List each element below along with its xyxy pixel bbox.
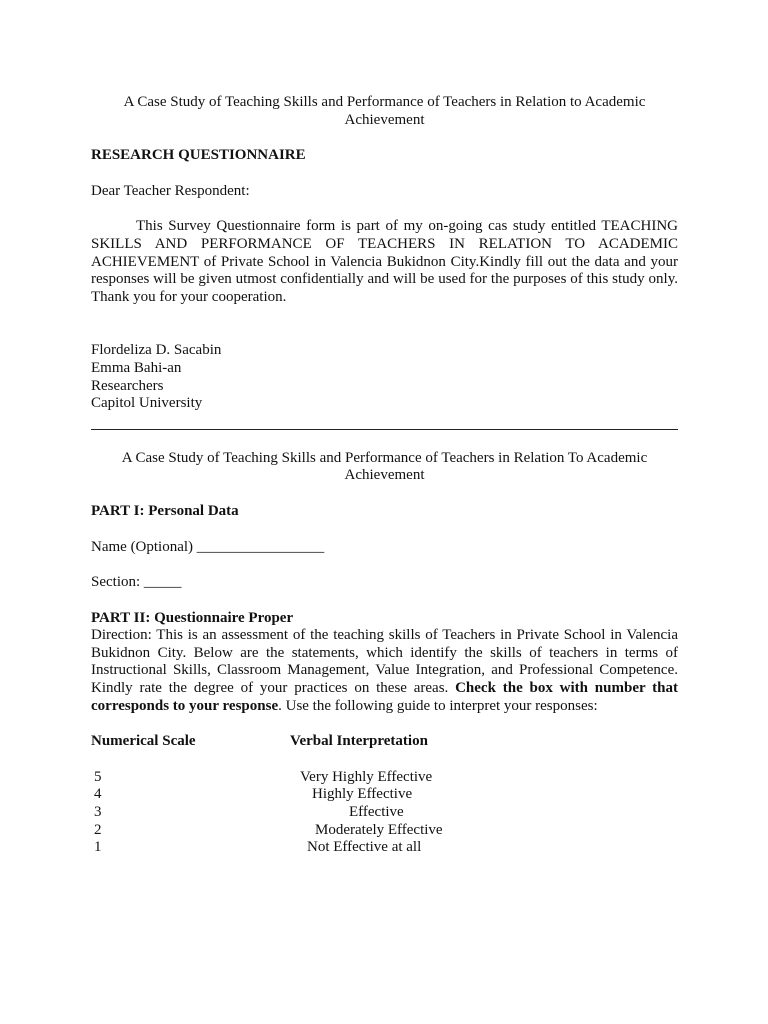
signatories [91,342,678,412]
scale-verbal: Moderately Effective [315,821,443,838]
scale-verbal: Very Highly Effective [300,768,433,785]
signatory-name-2: Emma Bahi-an [91,359,182,376]
intro-paragraph: This Survey Questionnaire form is part of my on-going cas study entitled TEACHING SKILLS AND PERFORMANCE OF TEACHERS IN RELATION TO ACADEMIC ACHIEVEMENT of Private School in Valencia Bukidnon City.Kindly fill out the data and your responses will be given utmost confidentially and will be used for the purposes of this study only. Thank you for your cooperation. [91,218,678,305]
scale-header [91,733,678,751]
scale-verbal: Not Effective at all [307,839,422,856]
title-line-1: A Case Study of Teaching Skills and Performance of Teachers in Relation to Academic [123,94,646,110]
scale-verbal: Highly Effective [312,786,413,803]
direction-text: Direction: This is an assessment of the teaching skills of Teachers in Private School in Valencia Bukidnon City. Below are the statements, which identify the skills of teachers in terms of Instructional Skills, Classroom Management, Value Integration, and Professional Competence. Kindly rate the degree of your practices on these areas. [91,627,678,697]
questionnaire-heading: RESEARCH QUESTIONNAIRE [91,147,306,164]
part1-heading: PART I: Personal Data [91,502,239,519]
scale-row [91,839,678,857]
numerical-scale-header: Numerical Scale [91,733,196,750]
document-title [91,94,678,129]
scale-number: 2 [94,821,102,838]
scale-verbal: Effective [349,804,404,821]
signatory-name-1: Flordeliza D. Sacabin [91,342,222,359]
form-title [91,450,678,485]
scale-row [91,804,678,822]
title-line-2: Achievement [344,111,425,128]
signatory-institution: Capitol University [91,395,203,412]
direction-tail: . Use the following guide to interpret your responses: [278,697,598,714]
direction-paragraph [91,627,678,715]
divider [91,429,678,430]
verbal-interpretation-header: Verbal Interpretation [290,733,428,750]
scale-row [91,786,678,804]
name-field[interactable]: Name (Optional) _________________ [91,538,325,555]
document-page [91,94,678,857]
part2-heading: PART II: Questionnaire Proper [91,609,294,626]
section-field[interactable]: Section: _____ [91,574,182,591]
form-title-line-1: A Case Study of Teaching Skills and Performance of Teachers in Relation To Academic [121,449,648,466]
direction-bold: Check the box with number that corresponds to your response [91,680,678,714]
scale-number: 1 [94,839,102,856]
scale-row [91,769,678,787]
scale-row [91,822,678,840]
signatory-role: Researchers [91,377,164,394]
scale-table [91,769,678,857]
scale-number: 3 [94,804,102,821]
salutation: Dear Teacher Respondent: [91,182,250,199]
form-title-line-2: Achievement [344,467,425,484]
scale-number: 5 [94,768,102,785]
scale-number: 4 [94,786,102,803]
